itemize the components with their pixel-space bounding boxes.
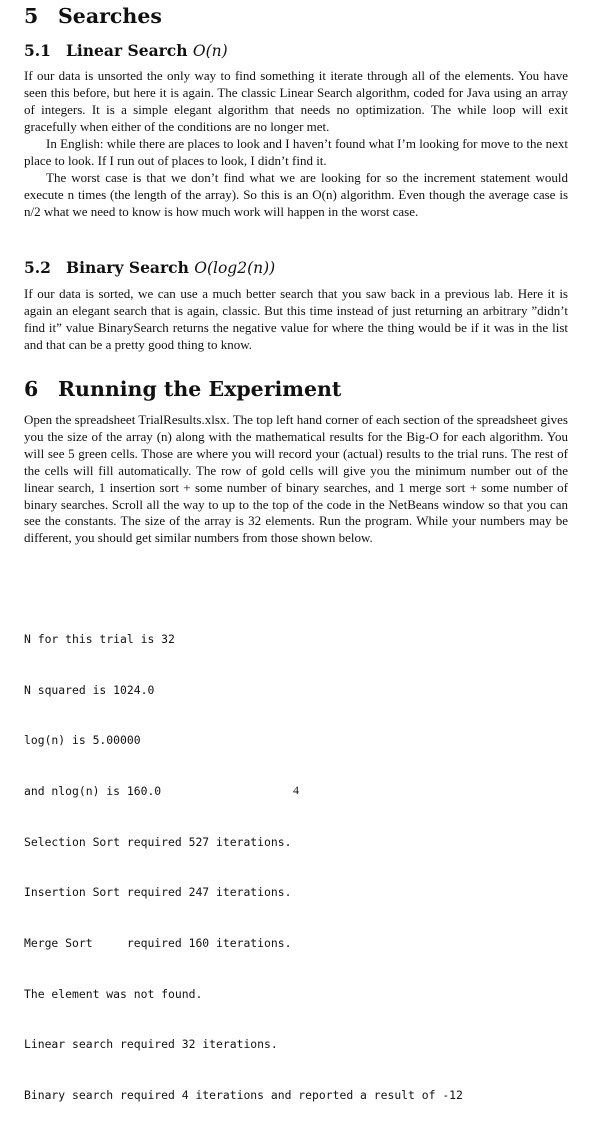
section-title: Linear Search	[66, 41, 188, 60]
complexity-label: O(n)	[192, 42, 228, 60]
output-line: and nlog(n) is 160.0	[24, 783, 162, 798]
output-line: The element was not found.	[24, 986, 203, 1001]
section-5-heading	[24, 4, 162, 28]
paragraph: Open the spreadsheet TrialResults.xlsx. The top left hand corner of each section of the spreadsheet gives you the size of the array (n) along with the mathematical results for the Big-O for each algorithm. You will see 5 green cells. Those are where you will record your (actual) results to the trial runs. The rest of the cells will fill automatically. The row of gold cells will give you the minimum number out of the linear search, 1 insertion sort + some number of binary searches, and 1 merge sort + some number of binary searches. Scroll all the way to up to the top of the code in the NetBeans window so that you can see the constants. The size of the array is 32 elements. Run the program. While your numbers may be different, you should get similar numbers from those shown below.	[24, 412, 568, 546]
paragraph: If our data is sorted, we can use a much better search that you saw back in a previous lab. Here it is again an elegant search that is again, classic. But this time instead of just returning an arbitrary ”didn’t find it” value BinarySearch returns the negative value for where the thing would be if it was in the list and that can be a pretty good thing to know.	[24, 286, 568, 352]
section-5-2-heading	[24, 258, 275, 277]
section-title: Binary Search	[66, 258, 189, 277]
section-5-1-heading	[24, 41, 228, 60]
paragraph: If our data is unsorted the only way to find something it iterate through all of the elements. You have seen this before, but here it is again. The classic Linear Search algorithm, coded for Java using an array of integers. It is a simple elegant algorithm that needs no optimization. The while loop will exit gracefully when either of the conditions are no longer met.	[24, 68, 568, 134]
program-output	[24, 597, 584, 1138]
paragraph: The worst case is that we don’t find what we are looking for so the increment statement would execute n times (the length of the array). So this is an O(n) algorithm. Even though the average case is n/2 what we need to know is how much work will happen in the worst case.	[24, 170, 568, 219]
section-number: 5.2	[24, 258, 51, 277]
output-line: Binary search required 4 iterations and reported a result of -12	[24, 1088, 463, 1103]
output-line: Merge Sort required 160 iterations.	[24, 936, 292, 951]
paragraph: In English: while there are places to look and I haven’t found what I’m looking for move to the next place to look. If I run out of places to look, I didn’t find it.	[24, 136, 568, 168]
section-title: Searches	[58, 4, 162, 28]
page-number: 4	[293, 783, 299, 797]
output-line: Selection Sort required 527 iterations.	[24, 834, 292, 849]
section-title: Running the Experiment	[58, 377, 342, 401]
output-line: N squared is 1024.0	[24, 682, 155, 697]
output-line: log(n) is 5.00000	[24, 733, 141, 748]
output-line: N for this trial is 32	[24, 631, 175, 646]
output-line: Linear search required 32 iterations.	[24, 1037, 278, 1052]
section-6-heading	[24, 377, 341, 401]
output-line: Insertion Sort required 247 iterations.	[24, 885, 292, 900]
section-number: 6	[24, 377, 39, 401]
section-number: 5	[24, 4, 39, 28]
document-page	[24, 0, 568, 1103]
section-number: 5.1	[24, 41, 51, 60]
complexity-label: O(log2(n))	[194, 259, 276, 277]
